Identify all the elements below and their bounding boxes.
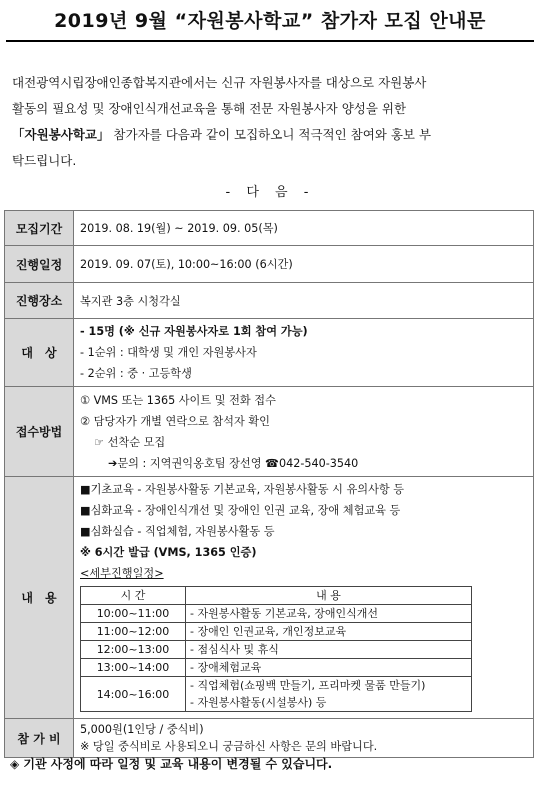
value-fee — [74, 719, 534, 758]
schedule-desc: - 장애인 인권교육, 개인정보교육 — [186, 623, 472, 641]
target-line: - 2순위 : 중 · 고등학생 — [80, 367, 192, 380]
page-title: 2019년 9월 “자원봉사학교” 참가자 모집 안내문 — [54, 10, 486, 32]
title-divider — [6, 40, 534, 42]
value-venue: 복지관 3층 시청각실 — [74, 283, 534, 319]
info-table — [4, 210, 534, 758]
footer-notice: ◈ 기관 사정에 따라 일정 및 교육 내용이 변경될 수 있습니다. — [10, 757, 333, 771]
schedule-row — [81, 677, 472, 712]
schedule-desc — [186, 677, 472, 712]
label-venue: 진행장소 — [5, 283, 74, 319]
label-target: 대 상 — [5, 319, 74, 387]
value-schedule-date: 2019. 09. 07(토), 10:00~16:00 (6시간) — [74, 246, 534, 283]
section-subtitle: - 다 음 - — [225, 185, 315, 200]
schedule-row — [81, 623, 472, 641]
label-content: 내 용 — [5, 477, 74, 719]
application-line: ☞ 선착순 모집 — [94, 435, 166, 449]
contact-line: ➔문의 : 지역권익옹호팀 장선영 ☎042-540-3540 — [108, 456, 359, 470]
row-application — [5, 387, 534, 477]
schedule-table — [80, 586, 472, 712]
schedule-title: <세부진행일정> — [80, 567, 164, 580]
schedule-row — [81, 659, 472, 677]
schedule-desc-line: - 직업체험(쇼핑백 만들기, 프리마켓 물품 만들기) — [190, 679, 426, 692]
content-line: ※ 6시간 발급 (VMS, 1365 인증) — [80, 546, 257, 559]
schedule-header-content: 내 용 — [186, 587, 472, 605]
row-schedule-date — [5, 246, 534, 283]
schedule-time: 10:00~11:00 — [81, 605, 186, 623]
row-target — [5, 319, 534, 387]
program-name: 「자원봉사학교」 — [12, 127, 110, 142]
content-line: ■심화교육 - 장애인식개선 및 장애인 인권 교육, 장애 체험교육 등 — [80, 504, 401, 517]
schedule-time: 13:00~14:00 — [81, 659, 186, 677]
application-line: ② 담당자가 개별 연락으로 참석자 확인 — [80, 414, 270, 428]
label-application: 접수방법 — [5, 387, 74, 477]
schedule-desc: - 자원봉사활동 기본교육, 장애인식개선 — [186, 605, 472, 623]
label-fee: 참 가 비 — [5, 719, 74, 758]
intro-line-2: 활동의 필요성 및 장애인식개선교육을 통해 전문 자원봉사자 양성을 위한 — [12, 101, 407, 116]
content-line: ■심화실습 - 직업체험, 자원봉사활동 등 — [80, 525, 275, 538]
schedule-row — [81, 605, 472, 623]
value-recruit-period: 2019. 08. 19(월) ~ 2019. 09. 05(목) — [74, 211, 534, 246]
intro-paragraph — [12, 70, 528, 174]
schedule-desc: - 장애체험교육 — [186, 659, 472, 677]
value-content — [74, 477, 534, 719]
schedule-time: 11:00~12:00 — [81, 623, 186, 641]
row-fee — [5, 719, 534, 758]
intro-line-3-rest: 참가자를 다음과 같이 모집하오니 적극적인 참여와 홍보 부 — [109, 127, 432, 142]
intro-line-4: 탁드립니다. — [12, 153, 77, 168]
fee-note: ※ 당일 중식비로 사용되오니 궁금하신 사항은 문의 바랍니다. — [80, 740, 378, 753]
content-line: ■기초교육 - 자원봉사활동 기본교육, 자원봉사활동 시 유의사항 등 — [80, 483, 405, 496]
label-recruit-period: 모집기간 — [5, 211, 74, 246]
intro-line-1: 대전광역시립장애인종합복지관에서는 신규 자원봉사자를 대상으로 자원봉사 — [12, 75, 427, 90]
schedule-header-time: 시 간 — [81, 587, 186, 605]
schedule-desc-line: - 자원봉사활동(시설봉사) 등 — [190, 696, 327, 709]
row-recruit-period — [5, 211, 534, 246]
schedule-time: 14:00~16:00 — [81, 677, 186, 712]
schedule-time: 12:00~13:00 — [81, 641, 186, 659]
row-venue — [5, 283, 534, 319]
value-application — [74, 387, 534, 477]
target-line: - 15명 (※ 신규 자원봉사자로 1회 참여 가능) — [80, 325, 308, 338]
schedule-row — [81, 641, 472, 659]
fee-line: 5,000원(1인당 / 중식비) — [80, 723, 204, 736]
intro-line-3 — [12, 122, 528, 148]
row-content — [5, 477, 534, 719]
application-line: ① VMS 또는 1365 사이트 및 전화 접수 — [80, 393, 276, 407]
target-line: - 1순위 : 대학생 및 개인 자원봉사자 — [80, 346, 257, 359]
value-target — [74, 319, 534, 387]
schedule-desc: - 점심식사 및 휴식 — [186, 641, 472, 659]
label-schedule-date: 진행일정 — [5, 246, 74, 283]
schedule-header-row — [81, 587, 472, 605]
